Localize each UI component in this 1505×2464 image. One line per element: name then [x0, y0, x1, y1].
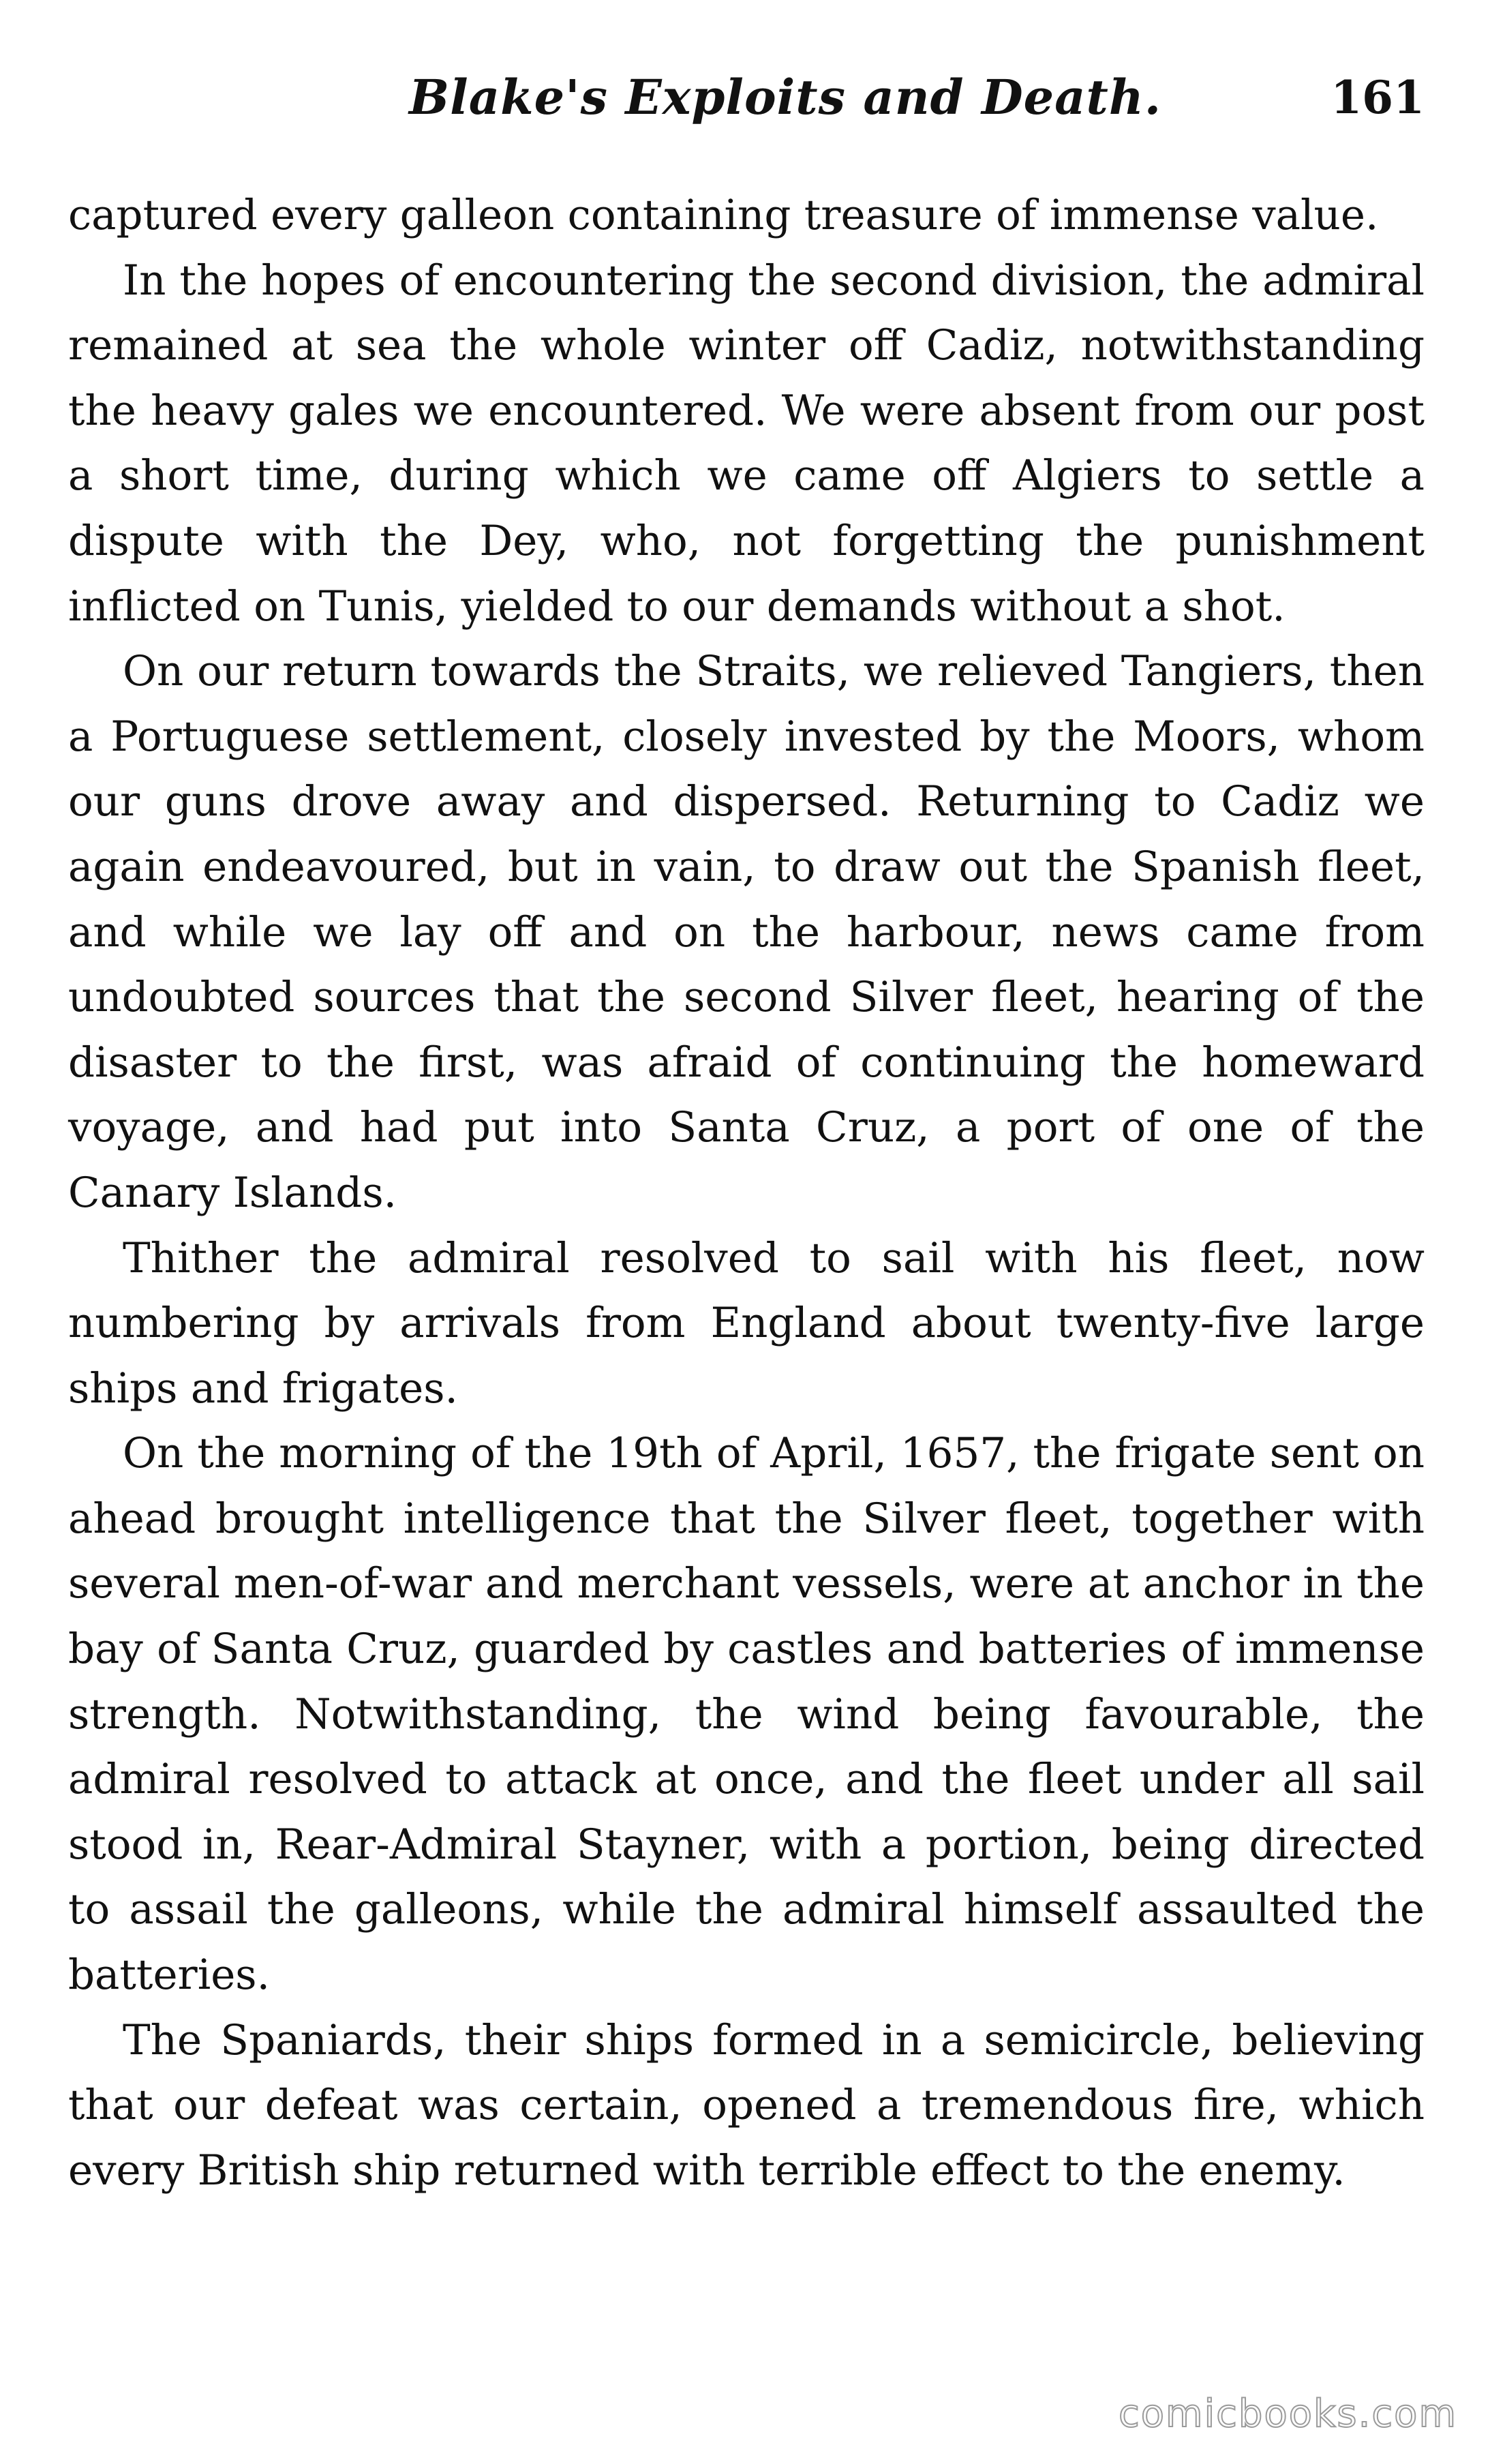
paragraph-continued: captured every galleon containing treasure of immense value. [68, 191, 1379, 239]
running-title: Blake's Exploits and Death. [409, 69, 1162, 125]
paragraph: In the hopes of encountering the second division, the admiral remained at sea the whole winter off Cadiz, notwithstanding the heavy gales we encountered. We were absent from our post a short time, during which we came off Algiers to settle a dispute with the Dey, who, not forgetting the punishment inflicted on Tunis, yielded to our demands without a shot. [68, 256, 1425, 631]
paragraph: On our return towards the Straits, we relieved Tangiers, then a Portuguese settlement, closely invested by the Moors, whom our guns drove away and dispersed. Returning to Cadiz we again endeavoured, but in vain, to draw out the Spanish fleet, and while we lay off and on the harbour, news came from undoubted sources that the second Silver fleet, hearing of the disaster to the first, was afraid of continuing the homeward voyage, and had put into Santa Cruz, a port of one of the Canary Islands. [68, 647, 1425, 1217]
watermark: comicbooks.com [1118, 2392, 1457, 2436]
paragraph: The Spaniards, their ships formed in a semicircle, believing that our defeat was certain, opened a tremendous fire, which every British ship returned with terrible effect to the enemy. [68, 2015, 1425, 2195]
body-text [68, 183, 1425, 2203]
running-header [68, 60, 1425, 135]
paragraph: On the morning of the 19th of April, 1657, the frigate sent on ahead brought intelligence that the Silver fleet, together with several men-of-war and merchant vessels, were at anchor in the bay of Santa Cruz, guarded by castles and batteries of immense strength. Notwithstanding, the wind being favourable, the admiral resolved to attack at once, and the fleet under all sail stood in, Rear-Admiral Stayner, with a portion, being directed to assail the galleons, while the admiral himself assaulted the batteries. [68, 1429, 1425, 2000]
page-number: 161 [1331, 71, 1425, 124]
paragraph: Thither the admiral resolved to sail with his fleet, now numbering by arrivals from England about twenty-five large ships and frigates. [68, 1233, 1425, 1413]
